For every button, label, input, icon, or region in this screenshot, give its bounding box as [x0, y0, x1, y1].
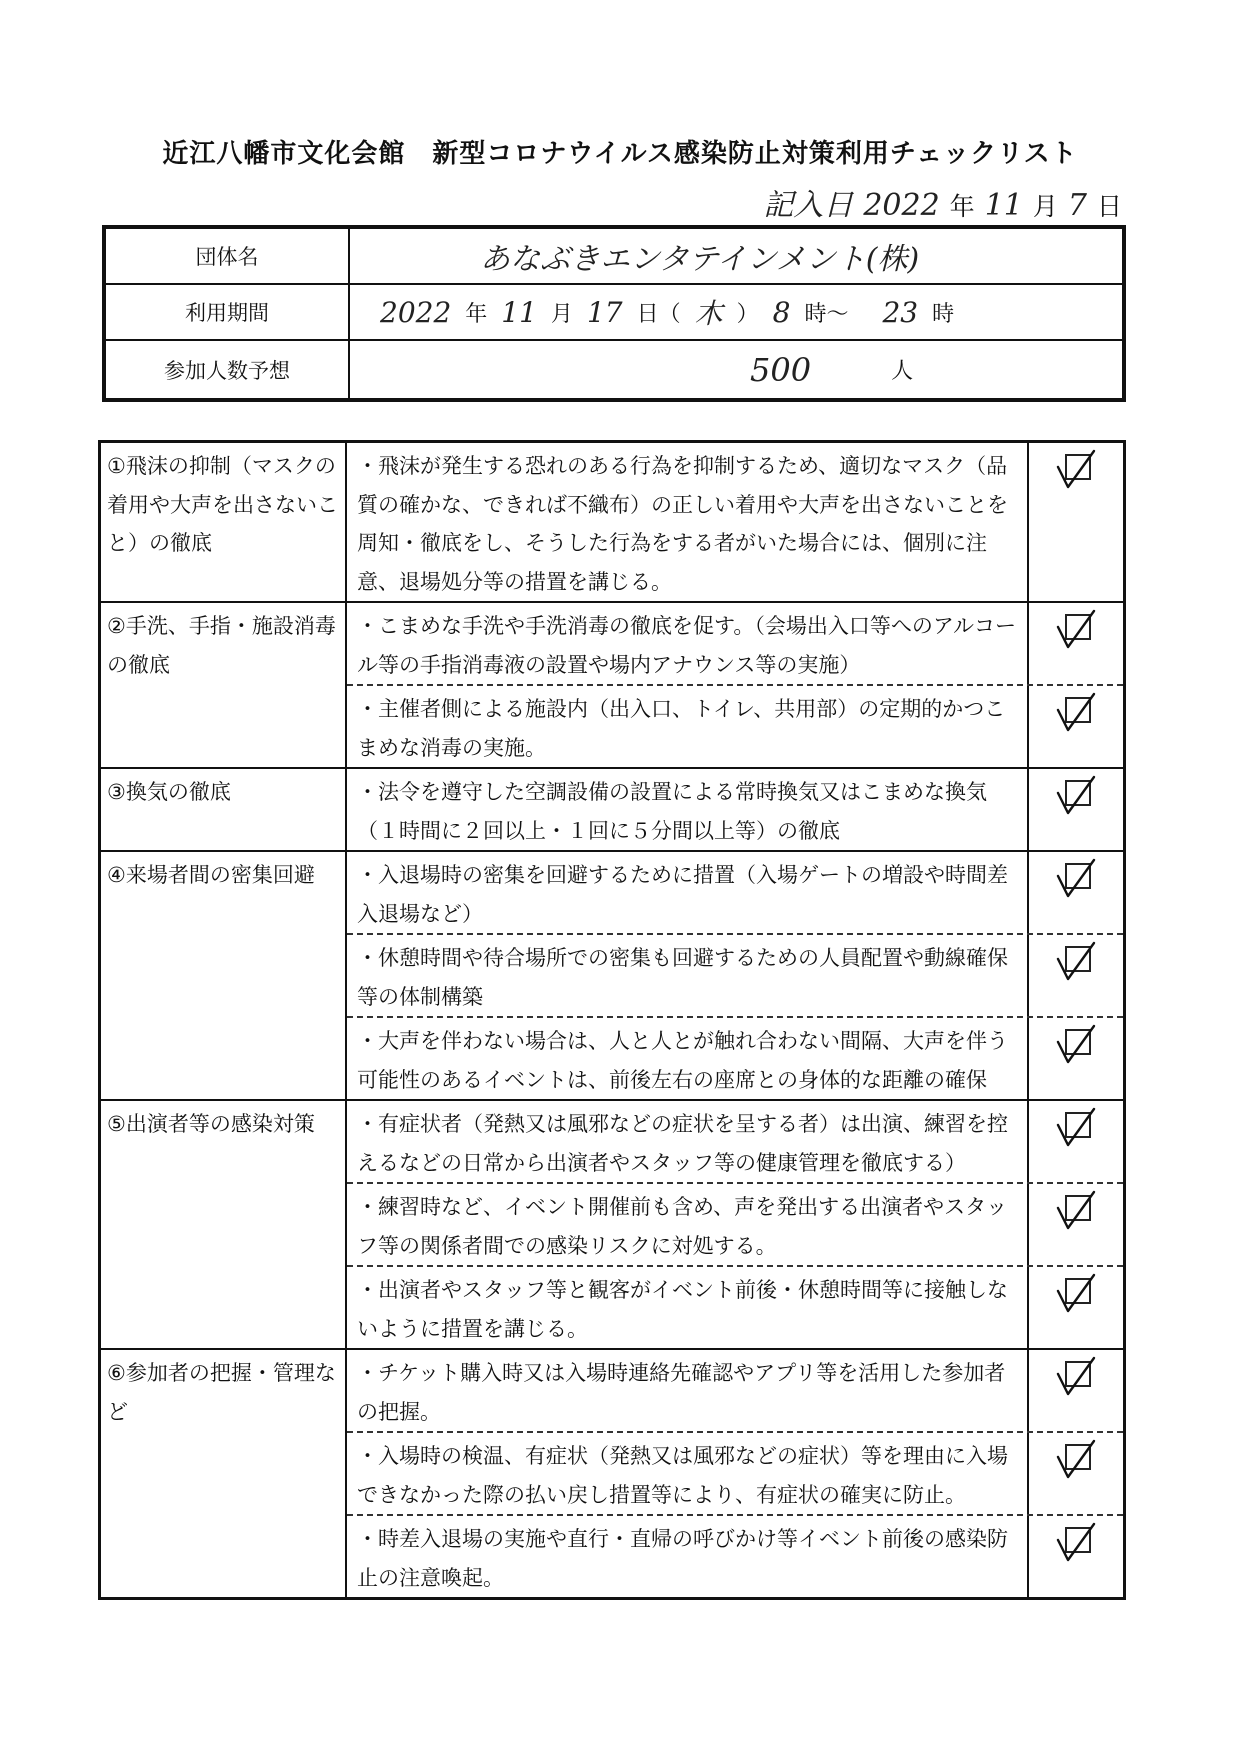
checkmark-icon: [1054, 775, 1098, 819]
checkbox[interactable]: [1029, 443, 1123, 601]
checklist-item: [347, 1018, 1123, 1099]
checkbox[interactable]: [1029, 1101, 1123, 1182]
period-month-unit: 月: [550, 301, 573, 327]
checkbox[interactable]: [1029, 769, 1123, 850]
checklist-category: [101, 603, 1123, 769]
org-label: 団体名: [106, 229, 350, 283]
entry-date-day: 7: [1067, 188, 1087, 223]
category-name: ⑤出演者等の感染対策: [101, 1101, 347, 1348]
item-text: ・練習時など、イベント開催前も含め、声を発出する出演者やスタッフ等の関係者間での感染リスクに対処する。: [347, 1184, 1029, 1265]
attendance-row: [106, 341, 1122, 398]
checkmark-icon: [1054, 1024, 1098, 1068]
info-table: [102, 225, 1126, 402]
period-start-hour: 8: [772, 295, 791, 329]
entry-date-year: 2022: [863, 188, 940, 223]
item-text: ・大声を伴わない場合は、人と人とが触れ合わない間隔、大声を伴う可能性のあるイベントは、前後左右の座席との身体的な距離の確保: [347, 1018, 1029, 1099]
checkmark-icon: [1054, 941, 1098, 985]
checkbox[interactable]: [1029, 1433, 1123, 1514]
checkbox[interactable]: [1029, 1267, 1123, 1348]
item-text: ・時差入退場の実施や直行・直帰の呼びかけ等イベント前後の感染防止の注意喚起。: [347, 1516, 1029, 1597]
period-weekday: 木: [694, 297, 723, 330]
item-text: ・休憩時間や待合場所での密集も回避するための人員配置や動線確保等の体制構築: [347, 935, 1029, 1016]
checklist-item: [347, 935, 1123, 1018]
org-value: あなぶきエンタテインメント(株): [480, 242, 920, 277]
category-items: [347, 1350, 1123, 1597]
item-text: ・チケット購入時又は入場時連絡先確認やアプリ等を活用した参加者の把握。: [347, 1350, 1029, 1431]
period-year: 2022: [380, 295, 452, 329]
attendance-value: 500: [750, 350, 812, 389]
org-row: [106, 229, 1122, 285]
category-items: [347, 852, 1123, 1099]
checklist-category: [101, 769, 1123, 852]
entry-date-label: 記入日: [763, 188, 854, 223]
entry-date: [763, 180, 1122, 224]
period-field[interactable]: [350, 285, 1122, 339]
period-day-unit: 日（: [636, 301, 681, 327]
checkmark-icon: [1054, 1356, 1098, 1400]
checkmark-icon: [1054, 1439, 1098, 1483]
checklist-table: [98, 440, 1126, 1600]
checkmark-icon: [1054, 1273, 1098, 1317]
period-close-paren: ）: [736, 301, 759, 327]
checklist-category: [101, 852, 1123, 1101]
checklist-item: [347, 443, 1123, 601]
entry-date-month-unit: 月: [1032, 192, 1058, 221]
item-text: ・有症状者（発熱又は風邪などの症状を呈する者）は出演、練習を控えるなどの日常から出演者やスタッフ等の健康管理を徹底する）: [347, 1101, 1029, 1182]
checkbox[interactable]: [1029, 1516, 1123, 1597]
checklist-item: [347, 1516, 1123, 1597]
checkmark-icon: [1054, 1190, 1098, 1234]
checklist-item: [347, 1350, 1123, 1433]
attendance-field[interactable]: [350, 341, 1122, 398]
checkmark-icon: [1054, 609, 1098, 653]
category-items: [347, 769, 1123, 850]
category-name: ⑥参加者の把握・管理など: [101, 1350, 347, 1597]
checkbox[interactable]: [1029, 935, 1123, 1016]
checkmark-icon: [1054, 858, 1098, 902]
category-name: ③換気の徹底: [101, 769, 347, 850]
item-text: ・こまめな手洗や手洗消毒の徹底を促す。（会場出入口等へのアルコール等の手指消毒液の設置や場内アナウンス等の実施）: [347, 603, 1029, 684]
entry-date-month: 11: [984, 188, 1023, 223]
entry-date-day-unit: 日: [1096, 192, 1122, 221]
item-text: ・主催者側による施設内（出入口、トイレ、共用部）の定期的かつこまめな消毒の実施。: [347, 686, 1029, 767]
checklist-item: [347, 1184, 1123, 1267]
item-text: ・出演者やスタッフ等と観客がイベント前後・休憩時間等に接触しないように措置を講じる。: [347, 1267, 1029, 1348]
period-year-unit: 年: [465, 301, 488, 327]
period-row: [106, 285, 1122, 341]
attendance-label: 参加人数予想: [106, 341, 350, 398]
period-day: 17: [586, 295, 623, 329]
checklist-category: [101, 443, 1123, 603]
item-text: ・入場時の検温、有症状（発熱又は風邪などの症状）等を理由に入場できなかった際の払い戻し措置等により、有症状の確実に防止。: [347, 1433, 1029, 1514]
checklist-item: [347, 1267, 1123, 1348]
category-name: ②手洗、手指・施設消毒の徹底: [101, 603, 347, 767]
checkmark-icon: [1054, 692, 1098, 736]
category-name: ①飛沫の抑制（マスクの着用や大声を出さないこと）の徹底: [101, 443, 347, 601]
checkmark-icon: [1054, 1522, 1098, 1566]
page-title: 近江八幡市文化会館 新型コロナウイルス感染防止対策利用チェックリスト: [162, 139, 1078, 169]
checklist-item: [347, 603, 1123, 686]
checkbox[interactable]: [1029, 1184, 1123, 1265]
category-name: ④来場者間の密集回避: [101, 852, 347, 1099]
category-items: [347, 443, 1123, 601]
period-month: 11: [501, 295, 537, 329]
checkbox[interactable]: [1029, 1018, 1123, 1099]
checkbox[interactable]: [1029, 1350, 1123, 1431]
checkbox[interactable]: [1029, 686, 1123, 767]
checkmark-icon: [1054, 1107, 1098, 1151]
item-text: ・入退場時の密集を回避するために措置（入場ゲートの増設や時間差入退場など）: [347, 852, 1029, 933]
checklist-category: [101, 1101, 1123, 1350]
category-items: [347, 1101, 1123, 1348]
item-text: ・法令を遵守した空調設備の設置による常時換気又はこまめな換気（１時間に２回以上・１回に５分間以上等）の徹底: [347, 769, 1029, 850]
period-end-unit: 時: [932, 301, 955, 327]
checklist-item: [347, 1433, 1123, 1516]
item-text: ・飛沫が発生する恐れのある行為を抑制するため、適切なマスク（品質の確かな、できれば不織布）の正しい着用や大声を出さないことを周知・徹底をし、そうした行為をする者がいた場合には、個別に注意、退場処分等の措置を講じる。: [347, 443, 1029, 601]
checkbox[interactable]: [1029, 603, 1123, 684]
checklist-item: [347, 852, 1123, 935]
entry-date-year-unit: 年: [949, 192, 975, 221]
category-items: [347, 603, 1123, 767]
period-start-unit: 時～: [804, 301, 849, 327]
checkmark-icon: [1054, 449, 1098, 493]
attendance-unit: 人: [891, 359, 914, 384]
checklist-item: [347, 686, 1123, 767]
checklist-item: [347, 769, 1123, 850]
period-label: 利用期間: [106, 285, 350, 339]
org-field[interactable]: [350, 229, 1122, 283]
checkbox[interactable]: [1029, 852, 1123, 933]
checklist-category: [101, 1350, 1123, 1597]
checklist-item: [347, 1101, 1123, 1184]
period-end-hour: 23: [882, 295, 919, 329]
